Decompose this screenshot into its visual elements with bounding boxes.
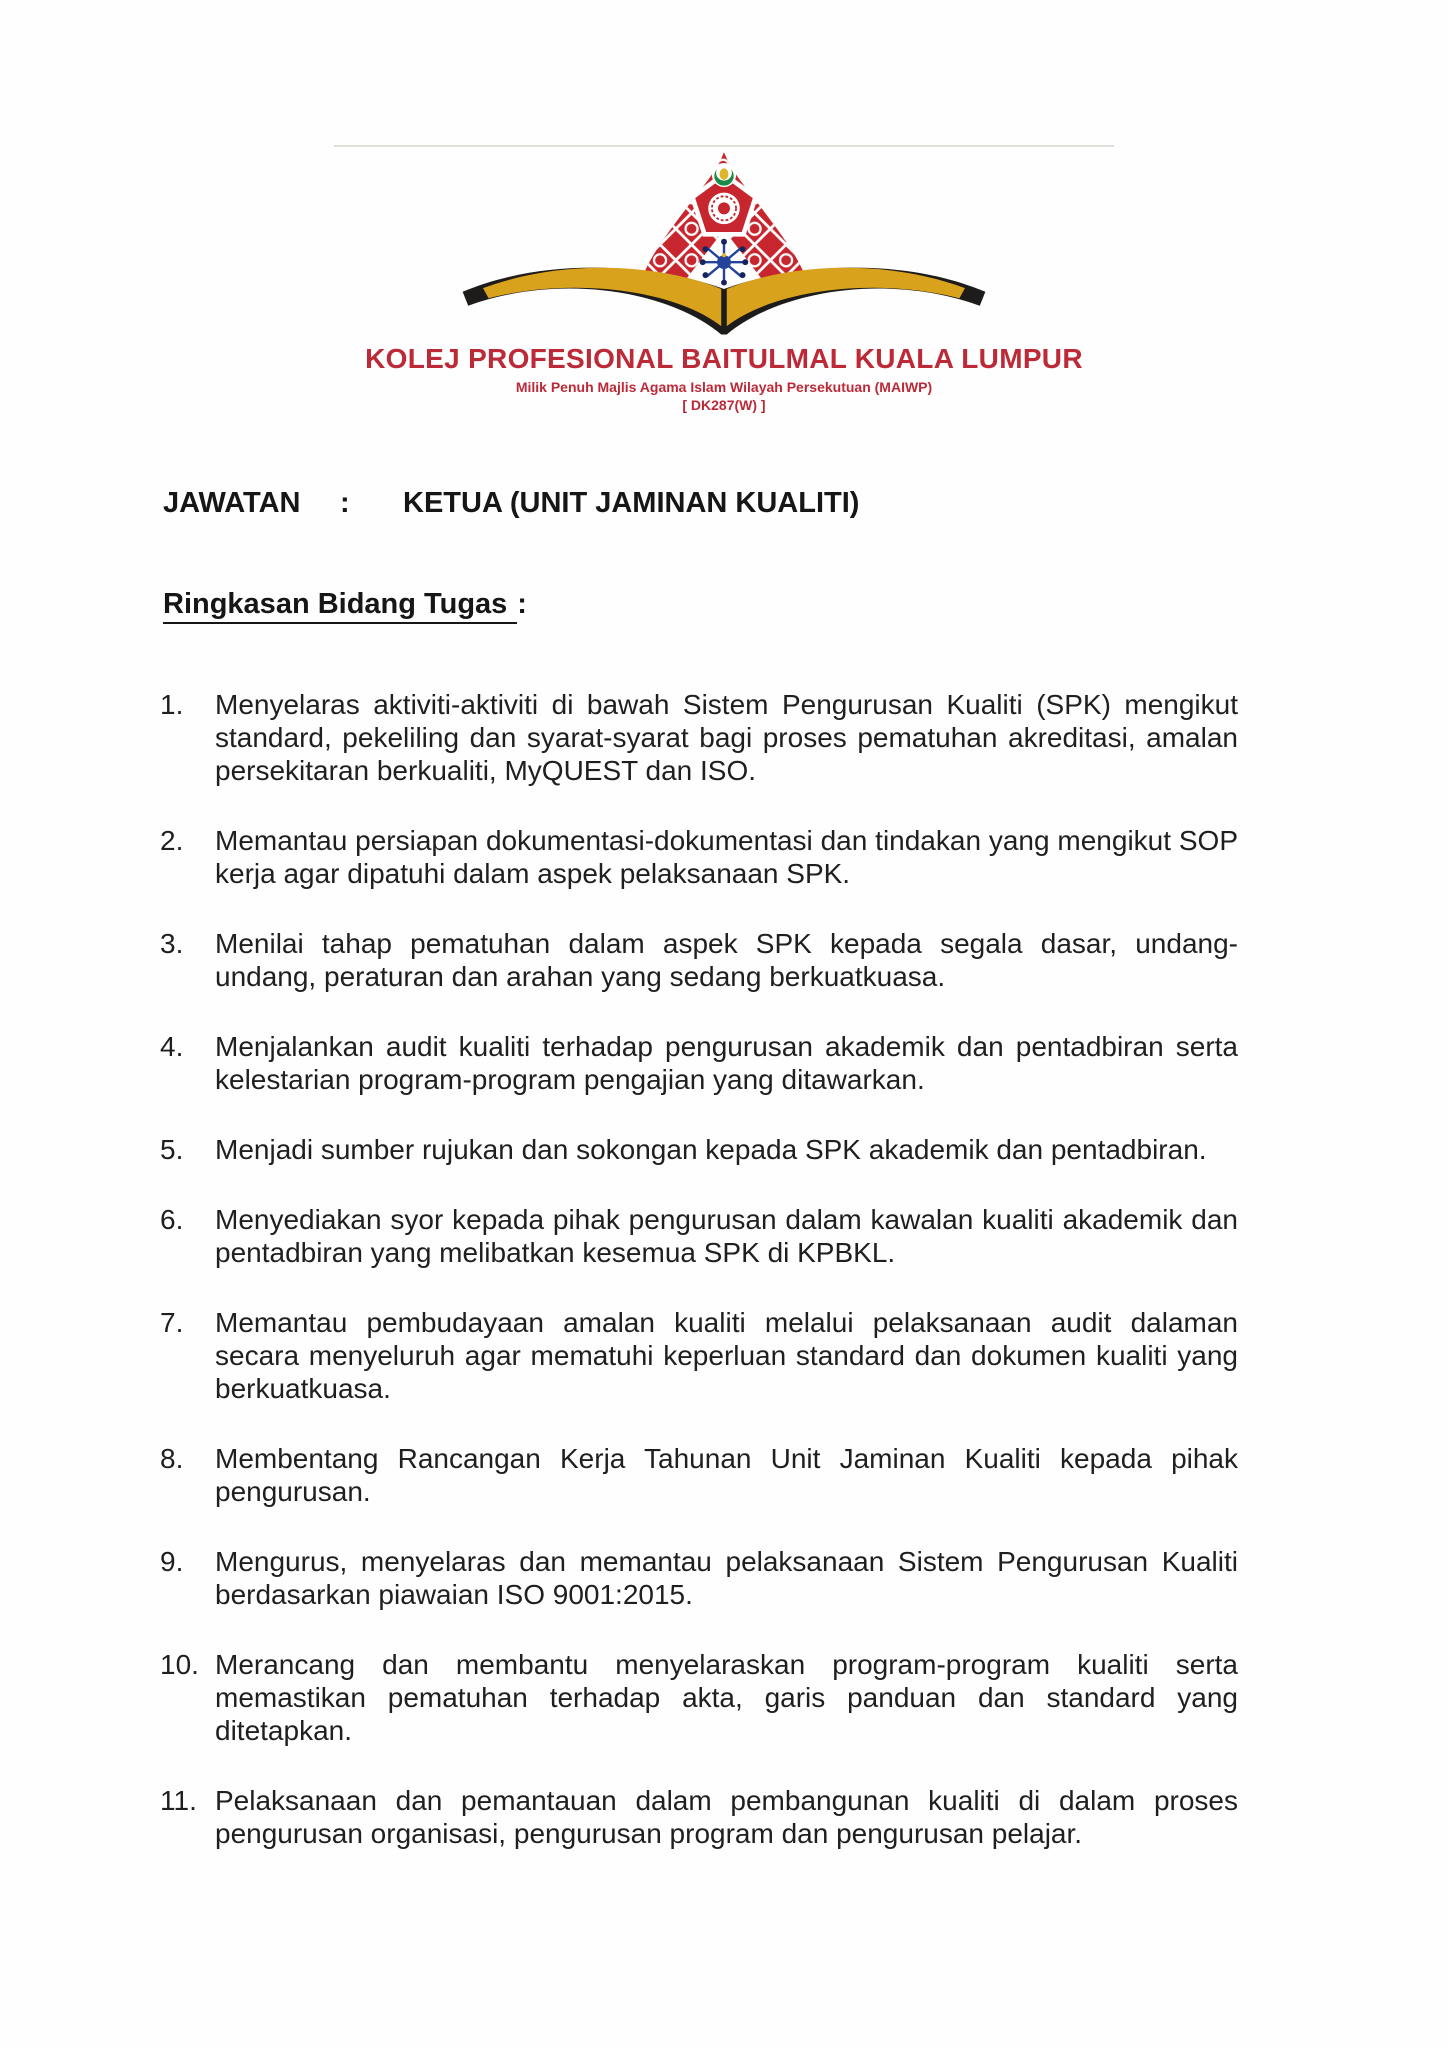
- duties-list: [160, 688, 1238, 1887]
- duty-text: Pelaksanaan dan pemantauan dalam pembangunan kualiti di dalam proses pengurusan organisasi, pengurusan program dan pengurusan pelajar.: [215, 1785, 1238, 1849]
- section-heading-title: Ringkasan Bidang Tugas: [163, 588, 517, 624]
- duty-text: Menyediakan syor kepada pihak pengurusan dalam kawalan kualiti akademik dan pentadbiran yang melibatkan kesemua SPK di KPBKL.: [215, 1204, 1238, 1268]
- college-registration: [ DK287(W) ]: [682, 397, 766, 413]
- duty-text: Menyelaras aktiviti-aktiviti di bawah Sistem Pengurusan Kualiti (SPK) mengikut standard, pekeliling dan syarat-syarat bagi proses pematuhan akreditasi, amalan persekitaran berkualiti, MyQUEST dan ISO.: [215, 689, 1238, 786]
- duty-number: 3.: [160, 928, 184, 959]
- college-crest-logo: [444, 150, 1004, 340]
- duty-number: 6.: [160, 1204, 184, 1235]
- duty-number: 4.: [160, 1031, 184, 1062]
- position-label: JAWATAN: [163, 487, 301, 519]
- duty-text: Memantau pembudayaan amalan kualiti melalui pelaksanaan audit dalaman secara menyeluruh agar mematuhi keperluan standard dan dokumen kualiti yang berkuatkuasa.: [215, 1307, 1238, 1404]
- position-separator: :: [340, 487, 350, 519]
- crescent-emblem: [712, 163, 736, 187]
- duty-item: [160, 1203, 1238, 1269]
- duty-item: [160, 688, 1238, 787]
- letterhead-logo-image: [334, 145, 1114, 414]
- duty-item: [160, 1442, 1238, 1508]
- duty-item: [160, 927, 1238, 993]
- duty-item: [160, 1306, 1238, 1405]
- section-heading: [163, 588, 527, 621]
- duty-number: 10.: [160, 1649, 199, 1680]
- duty-number: 9.: [160, 1546, 184, 1577]
- duty-number: 2.: [160, 825, 184, 856]
- duty-item: [160, 1545, 1238, 1611]
- college-tagline: Milik Penuh Majlis Agama Islam Wilayah Persekutuan (MAIWP): [515, 379, 933, 395]
- duty-number: 7.: [160, 1307, 184, 1338]
- duty-text: Menilai tahap pematuhan dalam aspek SPK kepada segala dasar, undang-undang, peraturan dan arahan yang sedang berkuatkuasa.: [215, 928, 1238, 992]
- duty-number: 11.: [160, 1785, 197, 1816]
- duty-number: 8.: [160, 1443, 184, 1474]
- duty-text: Mengurus, menyelaras dan memantau pelaksanaan Sistem Pengurusan Kualiti berdasarkan piawaian ISO 9001:2015.: [215, 1546, 1238, 1610]
- duty-number: 1.: [160, 689, 184, 720]
- section-heading-colon: :: [517, 588, 527, 620]
- duty-text: Merancang dan membantu menyelaraskan program-program kualiti serta memastikan pematuhan terhadap akta, garis panduan dan standard yang ditetapkan.: [215, 1649, 1238, 1746]
- duty-text: Memantau persiapan dokumentasi-dokumentasi dan tindakan yang mengikut SOP kerja agar dipatuhi dalam aspek pelaksanaan SPK.: [215, 825, 1238, 889]
- college-name: KOLEJ PROFESIONAL BAITULMAL KUALA LUMPUR: [365, 343, 1083, 374]
- duty-item: [160, 1030, 1238, 1096]
- duty-text: Menjadi sumber rujukan dan sokongan kepada SPK akademik dan pentadbiran.: [215, 1134, 1207, 1165]
- duty-text: Menjalankan audit kualiti terhadap pengurusan akademik dan pentadbiran serta kelestarian program-program pengajian yang ditawarkan.: [215, 1031, 1238, 1095]
- duty-number: 5.: [160, 1134, 184, 1165]
- duty-text: Membentang Rancangan Kerja Tahunan Unit Jaminan Kualiti kepada pihak pengurusan.: [215, 1443, 1238, 1507]
- position-value: KETUA (UNIT JAMINAN KUALITI): [403, 487, 860, 519]
- duty-item: [160, 1133, 1238, 1166]
- duty-item: [160, 1648, 1238, 1747]
- duty-item: [160, 1784, 1238, 1850]
- position-row: [163, 487, 859, 520]
- duty-item: [160, 824, 1238, 890]
